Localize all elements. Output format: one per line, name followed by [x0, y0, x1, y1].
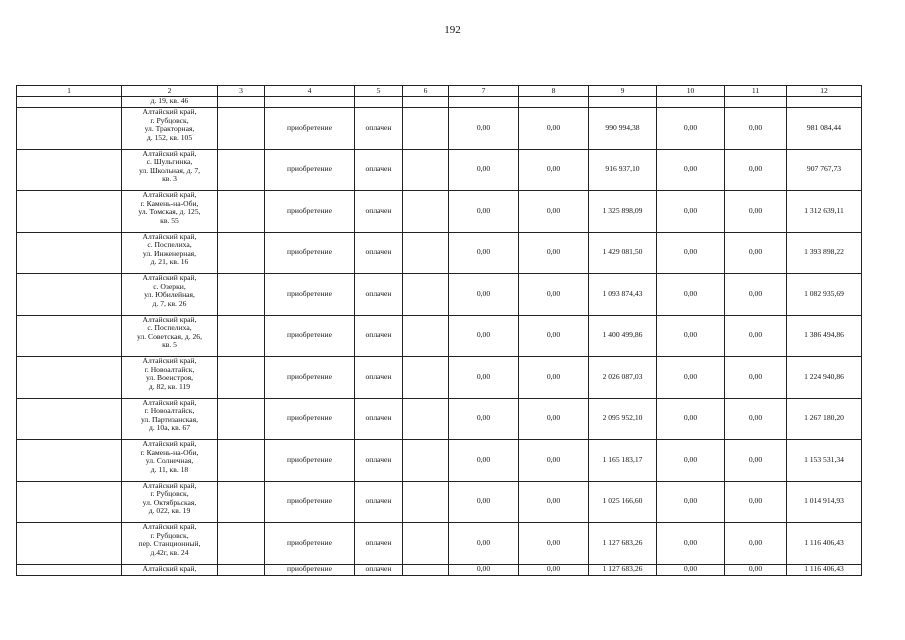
address-line: ул. Советская, д. 26,: [137, 331, 202, 341]
address-line: ул. Школьная, д. 7,: [138, 165, 201, 175]
payment-status-cell: оплачен: [355, 232, 403, 274]
empty-cell: [218, 108, 265, 150]
address-line: д. 19, кв. 46: [150, 96, 189, 105]
column-number-row: [17, 86, 862, 97]
empty-cell: [403, 274, 449, 316]
empty-cell: [218, 523, 265, 565]
empty-cell: [17, 97, 122, 108]
value-cell: 0,00: [449, 108, 519, 150]
empty-cell: [218, 274, 265, 316]
value-cell: 0,00: [725, 564, 787, 575]
empty-cell: [403, 191, 449, 233]
value-cell: 0,00: [657, 191, 725, 233]
total-cell: 1 082 935,69: [787, 274, 862, 316]
empty-cell: [265, 97, 355, 108]
address-line: г. Камень-на-Оби,: [140, 447, 199, 457]
address-cell: [122, 357, 218, 399]
address-line: Алтайский край,: [142, 356, 197, 365]
value-cell: 0,00: [519, 523, 589, 565]
table-row: [17, 481, 862, 523]
address-line: Алтайский край,: [142, 232, 197, 241]
column-number-header: 11: [725, 86, 787, 97]
value-cell: 0,00: [657, 398, 725, 440]
total-cell: 1 224 940,86: [787, 357, 862, 399]
page-number: 192: [444, 24, 461, 36]
value-cell: 0,00: [519, 108, 589, 150]
address-cell: [122, 440, 218, 482]
value-cell: 0,00: [519, 481, 589, 523]
value-cell: 0,00: [725, 232, 787, 274]
address-line: д. 022, кв. 19: [148, 506, 191, 516]
address-cell: [122, 97, 218, 108]
empty-cell: [17, 232, 122, 274]
value-cell: 0,00: [519, 191, 589, 233]
column-number-header: 8: [519, 86, 589, 97]
amount-cell: 2 095 952,10: [589, 398, 657, 440]
address-line: ул. Инженерная,: [142, 248, 197, 258]
empty-cell: [355, 97, 403, 108]
empty-cell: [17, 191, 122, 233]
address-cell: [122, 564, 218, 575]
empty-cell: [218, 191, 265, 233]
address-cell: [122, 315, 218, 357]
value-cell: 0,00: [725, 440, 787, 482]
total-cell: 907 767,73: [787, 149, 862, 191]
empty-cell: [17, 523, 122, 565]
table-row: [17, 564, 862, 575]
operation-type-cell: приобретение: [265, 315, 355, 357]
column-number-header: 5: [355, 86, 403, 97]
address-line: Алтайский край,: [142, 149, 197, 158]
value-cell: 0,00: [657, 149, 725, 191]
operation-type-cell: приобретение: [265, 440, 355, 482]
operation-type-cell: приобретение: [265, 564, 355, 575]
empty-cell: [403, 232, 449, 274]
empty-cell: [657, 97, 725, 108]
empty-cell: [787, 97, 862, 108]
value-cell: 0,00: [519, 398, 589, 440]
operation-type-cell: приобретение: [265, 191, 355, 233]
address-line: г. Рубцовск,: [150, 489, 189, 499]
value-cell: 0,00: [657, 440, 725, 482]
address-line: г. Новоалтайск,: [144, 406, 195, 416]
address-line: с. Шульгинка,: [146, 157, 193, 167]
column-number-header: 10: [657, 86, 725, 97]
value-cell: 0,00: [449, 191, 519, 233]
address-line: Алтайский край,: [142, 481, 197, 490]
value-cell: 0,00: [519, 440, 589, 482]
address-line: г. Камень-на-Оби,: [140, 198, 199, 208]
address-line: Алтайский край,: [142, 564, 197, 573]
total-cell: 1 393 898,22: [787, 232, 862, 274]
value-cell: 0,00: [519, 315, 589, 357]
address-line: д. 7, кв. 26: [152, 298, 187, 308]
address-line: д.42г, кв. 24: [150, 547, 189, 557]
total-cell: 1 014 914,93: [787, 481, 862, 523]
address-line: д. 152, кв. 105: [146, 132, 193, 142]
empty-cell: [218, 440, 265, 482]
value-cell: 0,00: [725, 357, 787, 399]
address-cell: [122, 191, 218, 233]
address-line: Алтайский край,: [142, 398, 197, 407]
empty-cell: [449, 97, 519, 108]
property-register-table: [16, 85, 862, 576]
value-cell: 0,00: [449, 149, 519, 191]
address-line: кв. 3: [162, 174, 177, 184]
payment-status-cell: оплачен: [355, 149, 403, 191]
value-cell: 0,00: [449, 481, 519, 523]
empty-cell: [403, 481, 449, 523]
empty-cell: [17, 108, 122, 150]
amount-cell: 2 026 087,03: [589, 357, 657, 399]
address-line: кв. 5: [162, 340, 177, 350]
address-line: д. 21, кв. 16: [150, 257, 189, 267]
total-cell: 981 084,44: [787, 108, 862, 150]
amount-cell: 1 325 898,09: [589, 191, 657, 233]
value-cell: 0,00: [519, 149, 589, 191]
value-cell: 0,00: [449, 398, 519, 440]
table-row: [17, 191, 862, 233]
operation-type-cell: приобретение: [265, 357, 355, 399]
operation-type-cell: приобретение: [265, 108, 355, 150]
empty-cell: [17, 315, 122, 357]
empty-cell: [17, 440, 122, 482]
value-cell: 0,00: [725, 315, 787, 357]
empty-cell: [218, 398, 265, 440]
total-cell: 1 386 494,86: [787, 315, 862, 357]
address-line: кв. 55: [160, 215, 179, 225]
value-cell: 0,00: [449, 232, 519, 274]
payment-status-cell: оплачен: [355, 440, 403, 482]
value-cell: 0,00: [725, 108, 787, 150]
empty-cell: [403, 149, 449, 191]
empty-cell: [17, 564, 122, 575]
empty-cell: [403, 523, 449, 565]
value-cell: 0,00: [449, 274, 519, 316]
address-line: д. 11, кв. 18: [150, 464, 189, 474]
payment-status-cell: оплачен: [355, 274, 403, 316]
value-cell: 0,00: [519, 232, 589, 274]
payment-status-cell: оплачен: [355, 564, 403, 575]
empty-cell: [218, 149, 265, 191]
empty-cell: [218, 97, 265, 108]
address-line: пер. Станционный,: [138, 539, 201, 549]
empty-cell: [17, 481, 122, 523]
value-cell: 0,00: [725, 398, 787, 440]
address-line: ул. Партизанская,: [140, 414, 199, 424]
table-row: [17, 149, 862, 191]
total-cell: 1 116 406,43: [787, 564, 862, 575]
address-cell: [122, 398, 218, 440]
amount-cell: 1 429 081,50: [589, 232, 657, 274]
total-cell: 1 153 531,34: [787, 440, 862, 482]
address-line: г. Рубцовск,: [150, 115, 189, 125]
value-cell: 0,00: [449, 315, 519, 357]
value-cell: 0,00: [657, 357, 725, 399]
amount-cell: 1 165 183,17: [589, 440, 657, 482]
operation-type-cell: приобретение: [265, 274, 355, 316]
value-cell: 0,00: [725, 191, 787, 233]
empty-cell: [403, 440, 449, 482]
empty-cell: [17, 398, 122, 440]
address-cell: [122, 481, 218, 523]
empty-cell: [519, 97, 589, 108]
address-line: ул. Юбилейная,: [144, 290, 195, 300]
empty-cell: [218, 232, 265, 274]
address-line: Алтайский край,: [142, 315, 197, 324]
table-row: [17, 523, 862, 565]
operation-type-cell: приобретение: [265, 149, 355, 191]
payment-status-cell: оплачен: [355, 523, 403, 565]
value-cell: 0,00: [725, 149, 787, 191]
address-line: ул. Военстроя,: [145, 373, 194, 383]
table-row: [17, 357, 862, 399]
value-cell: 0,00: [657, 232, 725, 274]
value-cell: 0,00: [519, 274, 589, 316]
address-cell: [122, 523, 218, 565]
value-cell: 0,00: [657, 481, 725, 523]
address-cell: [122, 232, 218, 274]
empty-cell: [725, 97, 787, 108]
value-cell: 0,00: [725, 481, 787, 523]
address-line: ул. Томская, д. 125,: [138, 207, 201, 217]
table-row: [17, 315, 862, 357]
value-cell: 0,00: [657, 274, 725, 316]
address-line: с. Озерки,: [153, 281, 186, 291]
address-cell: [122, 149, 218, 191]
column-number-header: 2: [122, 86, 218, 97]
address-line: д. 82, кв. 119: [148, 381, 191, 391]
address-cell: [122, 108, 218, 150]
column-number-header: 3: [218, 86, 265, 97]
empty-cell: [17, 357, 122, 399]
table-row: [17, 274, 862, 316]
empty-cell: [218, 357, 265, 399]
empty-cell: [218, 564, 265, 575]
amount-cell: 990 994,38: [589, 108, 657, 150]
operation-type-cell: приобретение: [265, 481, 355, 523]
total-cell: 1 267 180,20: [787, 398, 862, 440]
total-cell: 1 312 639,11: [787, 191, 862, 233]
empty-cell: [218, 315, 265, 357]
empty-cell: [403, 564, 449, 575]
address-line: с. Поспелиха,: [147, 240, 192, 250]
empty-cell: [403, 398, 449, 440]
address-cell: [122, 274, 218, 316]
empty-cell: [403, 97, 449, 108]
address-line: Алтайский край,: [142, 439, 197, 448]
amount-cell: 1 127 683,26: [589, 523, 657, 565]
operation-type-cell: приобретение: [265, 523, 355, 565]
table-row: [17, 108, 862, 150]
address-line: ул. Солнечная,: [145, 456, 194, 466]
empty-cell: [17, 149, 122, 191]
address-line: Алтайский край,: [142, 190, 197, 199]
payment-status-cell: оплачен: [355, 191, 403, 233]
column-number-header: 9: [589, 86, 657, 97]
column-number-header: 6: [403, 86, 449, 97]
empty-cell: [589, 97, 657, 108]
address-line: г. Новоалтайск,: [144, 364, 195, 374]
column-number-header: 7: [449, 86, 519, 97]
empty-cell: [218, 481, 265, 523]
table-row: [17, 440, 862, 482]
address-line: г. Рубцовск,: [150, 530, 189, 540]
empty-cell: [403, 357, 449, 399]
total-cell: 1 116 406,43: [787, 523, 862, 565]
value-cell: 0,00: [519, 357, 589, 399]
address-line: Алтайский край,: [142, 273, 197, 282]
amount-cell: 1 093 874,43: [589, 274, 657, 316]
operation-type-cell: приобретение: [265, 232, 355, 274]
payment-status-cell: оплачен: [355, 398, 403, 440]
empty-cell: [17, 274, 122, 316]
value-cell: 0,00: [449, 523, 519, 565]
amount-cell: 1 400 499,86: [589, 315, 657, 357]
continuation-row: [17, 97, 862, 108]
column-number-header: 1: [17, 86, 122, 97]
value-cell: 0,00: [657, 564, 725, 575]
value-cell: 0,00: [657, 108, 725, 150]
address-line: Алтайский край,: [142, 522, 197, 531]
value-cell: 0,00: [449, 564, 519, 575]
address-line: ул. Октябрьская,: [142, 497, 197, 507]
value-cell: 0,00: [449, 357, 519, 399]
operation-type-cell: приобретение: [265, 398, 355, 440]
table-row: [17, 398, 862, 440]
payment-status-cell: оплачен: [355, 481, 403, 523]
payment-status-cell: оплачен: [355, 357, 403, 399]
empty-cell: [403, 108, 449, 150]
address-line: с. Поспелиха,: [147, 323, 192, 333]
value-cell: 0,00: [657, 315, 725, 357]
value-cell: 0,00: [725, 523, 787, 565]
empty-cell: [403, 315, 449, 357]
table-row: [17, 232, 862, 274]
payment-status-cell: оплачен: [355, 315, 403, 357]
amount-cell: 1 127 683,26: [589, 564, 657, 575]
address-line: д. 10а, кв. 67: [148, 423, 191, 433]
column-number-header: 12: [787, 86, 862, 97]
value-cell: 0,00: [449, 440, 519, 482]
value-cell: 0,00: [725, 274, 787, 316]
payment-status-cell: оплачен: [355, 108, 403, 150]
value-cell: 0,00: [519, 564, 589, 575]
column-number-header: 4: [265, 86, 355, 97]
amount-cell: 916 937,10: [589, 149, 657, 191]
address-line: ул. Тракторная,: [144, 124, 195, 134]
value-cell: 0,00: [657, 523, 725, 565]
address-line: Алтайский край,: [142, 107, 197, 116]
amount-cell: 1 025 166,60: [589, 481, 657, 523]
